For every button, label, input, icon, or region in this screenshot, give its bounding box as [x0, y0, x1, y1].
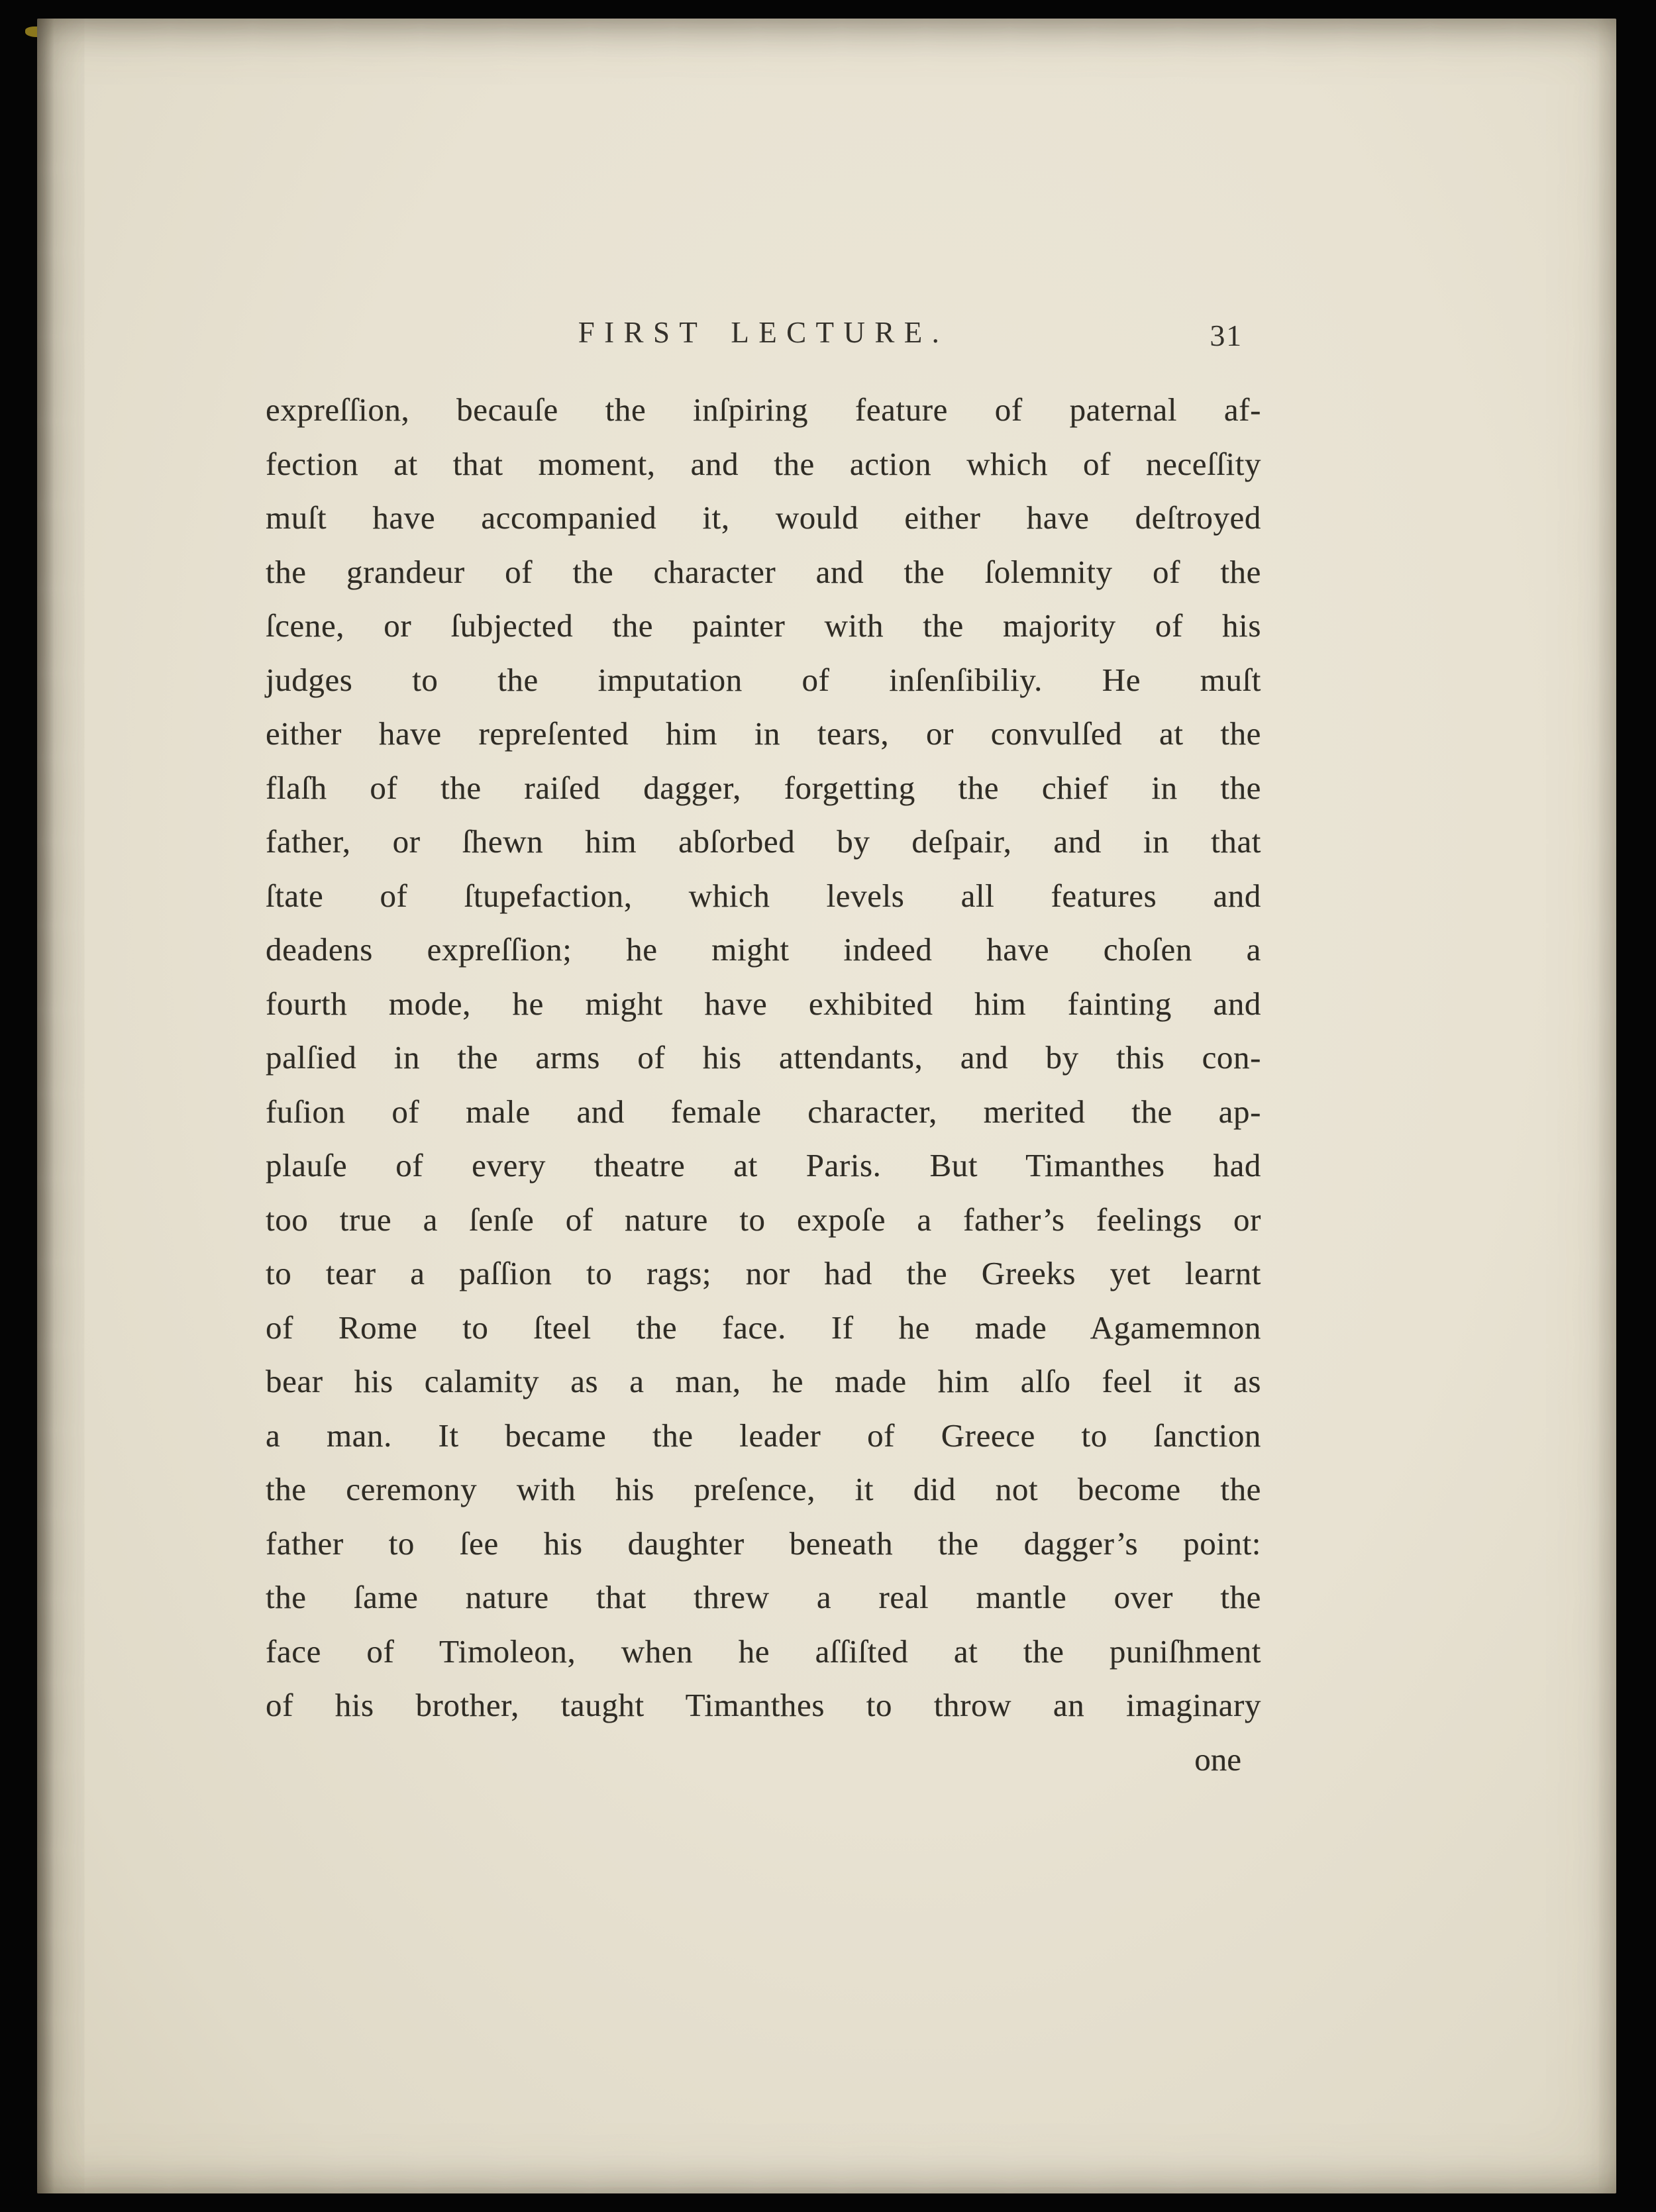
text-line: father, or ſhewn him abſorbed by deſpair, and in that	[266, 823, 1261, 860]
text-line: bear his calamity as a man, he made him alſo feel it as	[266, 1363, 1261, 1399]
text-line: fection at that moment, and the action which of neceſſity	[266, 445, 1261, 482]
text-line: flaſh of the raiſed dagger, forgetting the chief in the	[266, 769, 1261, 806]
text-line: a man. It became the leader of Greece to ſanction	[266, 1417, 1261, 1454]
body-text	[266, 383, 1261, 1786]
text-line: the ceremony with his preſence, it did not become the	[266, 1471, 1261, 1507]
text-line: of Rome to ſteel the face. If he made Agamemnon	[266, 1309, 1261, 1346]
text-line: the grandeur of the character and the ſolemnity of the	[266, 553, 1261, 590]
text-line: ſtate of ſtupefaction, which levels all features and	[266, 877, 1261, 914]
book-page	[37, 19, 1616, 2193]
text-line: of his brother, taught Timanthes to throw an imaginary	[266, 1687, 1261, 1723]
catchword: one	[1194, 1740, 1241, 1778]
text-line: palſied in the arms of his attendants, and by this con-	[266, 1039, 1261, 1076]
text-line: too true a ſenſe of nature to expoſe a father’s feelings or	[266, 1201, 1261, 1238]
text-line: fourth mode, he might have exhibited him fainting and	[266, 985, 1261, 1022]
text-line: deadens expreſſion; he might indeed have choſen a	[266, 931, 1261, 968]
chapter-title: FIRST LECTURE.	[578, 316, 949, 349]
text-line: either have repreſented him in tears, or convulſed at the	[266, 715, 1261, 752]
text-line: the ſame nature that threw a real mantle over the	[266, 1579, 1261, 1615]
running-header	[266, 315, 1261, 362]
text-line: expreſſion, becauſe the inſpiring feature of paternal af-	[266, 391, 1261, 428]
page-number: 31	[1210, 319, 1243, 352]
text-line: face of Timoleon, when he aſſiſted at the puniſhment	[266, 1633, 1261, 1670]
text-line: judges to the imputation of inſenſibiliy. He muſt	[266, 661, 1261, 698]
text-line: father to ſee his daughter beneath the dagger’s point:	[266, 1525, 1261, 1562]
text-line: ſcene, or ſubjected the painter with the majority of his	[266, 607, 1261, 644]
text-line: to tear a paſſion to rags; nor had the Greeks yet learnt	[266, 1255, 1261, 1291]
text-line: fuſion of male and female character, merited the ap-	[266, 1093, 1261, 1130]
text-line: muſt have accompanied it, would either have deſtroyed	[266, 499, 1261, 536]
text-line: plauſe of every theatre at Paris. But Timanthes had	[266, 1147, 1261, 1183]
